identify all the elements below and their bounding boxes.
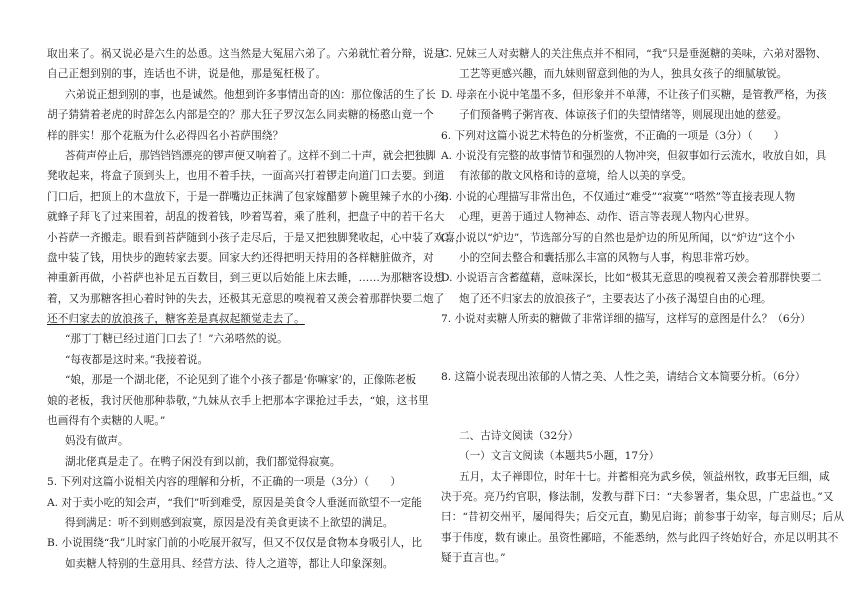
text-line: 也画得有个卖糖的人呢。” xyxy=(47,415,166,428)
option-b: B. 小说的心理描写非常出色，不仅通过“难受”“寂寞”“嗒然”等直接表现人物 xyxy=(441,190,796,203)
option-c: C. 兄妹三人对卖糖人的关注焦点并不相同，“我”只是垂涎糖的美味，六弟对器物、 xyxy=(441,48,827,60)
text-line: 六弟说正想到别的事，也是诚然。他想到许多事情出奇的凶：那位像活的生了长 xyxy=(65,88,436,101)
option-b-cont: 如卖糖人特别的生意用具、经营方法、待人之道等，都让人印象深刻。 xyxy=(65,557,394,570)
answer-space xyxy=(441,329,817,367)
option-d-cont: 炮了还不归家去的放浪孩子”，主要表达了小孩子渴望自由的心理。 xyxy=(459,292,772,305)
option-a-cont: 得到满足：听不到则感到寂寞，原因是没有美食更读不上欲望的满足。 xyxy=(65,516,394,529)
option-d: D. 小说语言含蓄蕴藉，意味深长，比如“极其无意思的嗅视着又羡会着那群快要二 xyxy=(441,272,822,285)
underlined-text-line: 还不归家去的放浪孩子，糖客差是真叔起额觉走去了。 xyxy=(47,313,305,326)
dialogue-line: “那丁丁糖已经过道门口去了！”六弟嗒然的说。 xyxy=(65,333,288,346)
classical-text-line: 决于亮。亮乃约官职，修法制，发教与群下曰：“夫参署者，集众思，广忠益也。”又 xyxy=(441,491,834,504)
dialogue-line: “每夜都是这时来。”我接着说。 xyxy=(65,353,209,366)
text-line: 盘中装了钱，用快步的跑转家去要。回家大约还得把明天持用的各样糖脏做齐，对 xyxy=(47,251,434,264)
option-d: D. 母亲在小说中笔墨不多，但形象并不单薄，不让孩子们买糖，是管教严格，为孩 xyxy=(441,88,827,101)
text-line: 凳收起来，将盒子顶到头上，也用不着手扶，一面高兴打着锣走向道门口去要。到道 xyxy=(47,170,445,183)
subsection-heading: （一）文言文阅读（本题共5小题，17分） xyxy=(459,450,660,463)
text-line: 取出来了。祸又说必是六生的怂恿。这当然是大冤屈六弟了。六弟就忙着分辩，说是 xyxy=(47,48,445,60)
dialogue-line: “娘，那是一个湖北佬，不论见到了谁个小孩子都是‘你嘛家’的，正像陈老板 xyxy=(65,374,417,387)
right-column xyxy=(441,44,845,569)
section-heading: 二、古诗文阅读（32分） xyxy=(459,429,579,442)
classical-text-line: 五月，太子禅即位，时年十七。并蓄相亮为武乡侯，领益州牧，政事无巨细，咸 xyxy=(459,470,830,483)
option-b-cont: 心理，更善于通过人物神态、动作、语言等表现人物内心世界。 xyxy=(459,211,756,224)
text-line: 神重新再做，小苔萨也补足五百数目，到三更以后始能上床去睡，……为那糖客设想 xyxy=(47,272,445,285)
question-8: 8. 这篇小说表现出浓郁的人情之美、人性之美，请结合文本简要分析。（6分） xyxy=(441,371,806,384)
text-line: 胡子猜猜着老虎的时辞怎么内部是空的？那大狂子罗汉怎么同卖糖的杨憨山竟一个 xyxy=(47,109,434,122)
classical-text-line: 曰：“昔初交州平，屡闻得失；后交元直，勤见启诲；前参事于幼宰，每言则尽；后从 xyxy=(441,511,845,524)
classical-text-line: 事于伟度，数有谏止。虽资性鄙暗，不能悉纳，然与此四子终始好合，亦足以明其不 xyxy=(441,531,839,544)
option-a-cont: 有浓郁的散文风格和诗的意境，给人以美的享受。 xyxy=(459,170,693,183)
text-line: 娘的老板，我讨厌他那种恭敬，”九妹从衣手上把那本字课抢过手去，“娘，这书里 xyxy=(47,394,429,407)
text-line: 小苔萨一齐搬走。眼看到苔萨随到小孩子走尽后，于是又把独脚凳收起，心中装了欢喜， xyxy=(47,231,467,244)
option-a: A. 对于卖小吃的知会声，“我们”听到难受，原因是美食令人垂涎而欲望不一定能 xyxy=(47,496,422,509)
text-line: 自己正想到别的事，连话也不讲，说是他，那是冤枉极了。 xyxy=(47,68,327,81)
option-a: A. 小说没有完整的故事情节和强烈的人物冲突，但叙事如行云流水，收放自如，具 xyxy=(441,149,827,162)
option-d-cont: 子们预备鸭子粥宵夜、体谅孩子们的失望情绪等，则展现出她的慈爱。 xyxy=(459,109,788,122)
classical-text-line: 疑于直言也。” xyxy=(441,552,506,565)
option-b: B. 小说围绕“我”儿时家门前的小吃展开叙写，但又不仅仅是食物本身吸引人，比 xyxy=(47,537,422,550)
text-line: 妈没有做声。 xyxy=(65,435,129,448)
option-c-cont: 小的空间去整合和囊括那么丰富的风物与人事，构思非常巧妙。 xyxy=(459,251,756,264)
option-c: C. 小说以“炉边”，节选部分写的自然也是炉边的所见所闻，以“炉边”这个小 xyxy=(441,231,795,244)
option-c-cont: 工艺等更感兴趣，而九妹则留意到他的为人，独具女孩子的细腻敏锐。 xyxy=(459,68,788,81)
answer-space xyxy=(441,388,817,426)
text-line: 着，又为那糖客担心着时钟的失去，还极其无意思的嗅视着又羡会着那群快要二炮了 xyxy=(47,292,445,305)
question-6-stem: 6. 下列对这篇小说艺术特色的分析鉴赏，不正确的一项是（3分）（ ） xyxy=(441,129,785,142)
question-7: 7. 小说对卖糖人所卖的糖做了非常详细的描写，这样写的意图是什么？（6分） xyxy=(441,313,811,326)
left-column xyxy=(47,44,467,574)
question-5-stem: 5. 下列对这篇小说相关内容的理解和分析，不正确的一项是（3分）（ ） xyxy=(47,476,401,489)
text-line: 荅荷声停止后，那铛铛铛漂亮的锣声便又响着了。这样不到二十声，就会把独脚 xyxy=(65,149,436,162)
text-line: 门口后，把顶上的木盘放下，于是一群嘴边正抹满了包家嫁醋萝卜碗里辣子水的小孩， xyxy=(47,190,456,203)
text-line: 就蜂子拜飞了过来围着，胡乱的拨着钱，吵着骂着，乘了胜利，把盘子中的若干名大 xyxy=(47,211,445,224)
text-line: 湖北佬真是走了。在鸭子闲没有到以前，我们都觉得寂寞。 xyxy=(65,455,341,468)
text-line: 样的胖实！那个花瓶为什么必得四名小苔萨围绕？ xyxy=(47,129,284,142)
